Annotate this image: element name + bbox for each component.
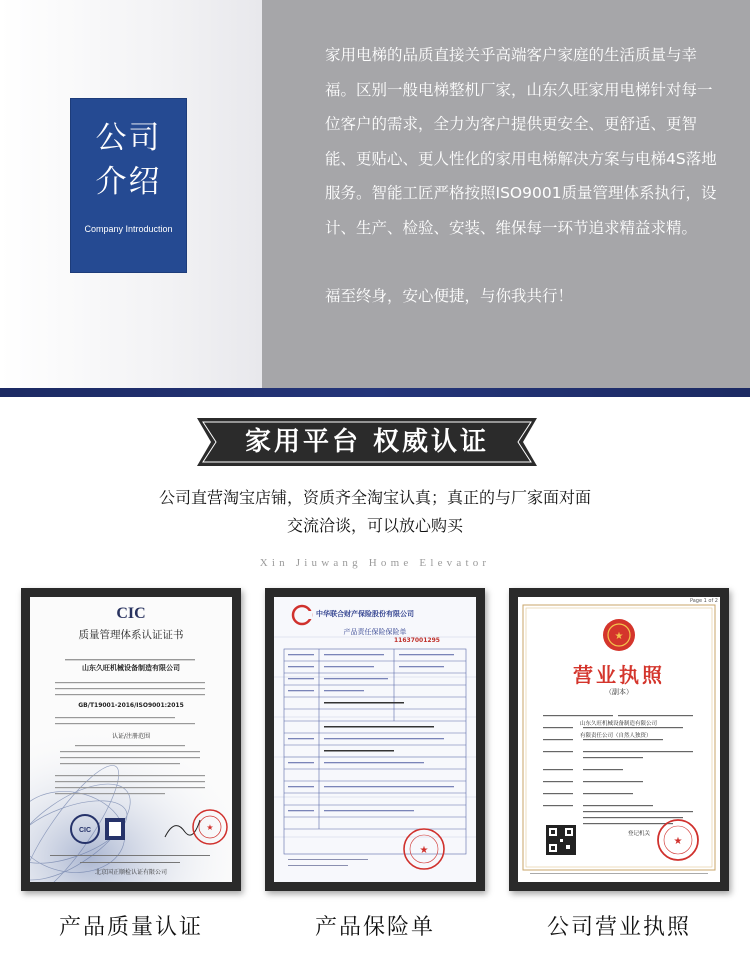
license-page-label: Page 1 of 2 xyxy=(689,598,718,604)
svg-text:★: ★ xyxy=(206,823,214,832)
insurance-policy-image xyxy=(265,588,485,891)
badge-title-line1: 公司 xyxy=(95,120,162,156)
company-intro-section xyxy=(0,0,750,388)
license-company-type: 有限责任公司（自然人独资） xyxy=(580,733,652,739)
business-license-image xyxy=(509,588,729,891)
insurer-name: 中华联合财产保险股份有限公司 xyxy=(316,610,414,618)
badge-title-line2: 介绍 xyxy=(95,164,162,200)
quality-cert-issuer: 北京国正顺检认证有限公司 xyxy=(94,869,167,876)
badge-subtitle: Company Introduction xyxy=(84,224,173,234)
badge-title xyxy=(70,116,187,204)
quality-cert-title: 质量管理体系认证证书 xyxy=(78,629,184,641)
quality-cert-company: 山东久旺机械设备制造有限公司 xyxy=(82,664,180,672)
policy-title: 产品责任保险保险单 xyxy=(343,628,407,636)
divider-band xyxy=(0,388,750,397)
intro-paragraph: 家用电梯的品质直接关乎高端客户家庭的生活质量与幸福。区别一般电梯整机厂家，山东久旺家用电梯针对每一位客户的需求，全力为客户提供更安全、更舒适、更智能、更贴心、更人性化的家用电梯解决方案与电梯4S落地服务。智能工匠严格按照ISO9001质量管理体系执行，设计、生产、检验、安装、维保每一环节追求精益求精。 xyxy=(325,46,717,237)
section-title: 家用平台 权威认证 xyxy=(244,427,490,457)
quality-cert-scope: 认证/注册范围 xyxy=(111,733,151,740)
license-subtitle: （副本） xyxy=(605,688,633,696)
cic-logo: CIC xyxy=(116,605,146,622)
svg-text:CIC: CIC xyxy=(78,827,92,834)
intro-text xyxy=(325,38,725,314)
svg-text:★: ★ xyxy=(419,845,429,856)
caption-business-license: 公司营业执照 xyxy=(546,915,691,940)
license-authority: 登记机关 xyxy=(628,831,651,837)
section-subtitle-line2: 交流洽谈，可以放心购买 xyxy=(286,516,463,535)
quality-cert-standard: GB/T19001-2016/ISO9001:2015 xyxy=(78,702,184,709)
section-title-ribbon xyxy=(197,418,537,466)
policy-number: 11637001295 xyxy=(394,637,440,644)
section-subtitle xyxy=(0,484,750,540)
svg-text:★: ★ xyxy=(673,836,683,847)
intro-text-panel xyxy=(262,0,750,388)
company-intro-badge xyxy=(70,98,187,273)
quality-certificate-image xyxy=(21,588,241,891)
intro-left-panel xyxy=(0,0,262,388)
brand-tagline: Xin Jiuwang Home Elevator xyxy=(259,557,491,569)
license-title: 营业执照 xyxy=(573,663,665,687)
license-company: 山东久旺机械设备制造有限公司 xyxy=(580,721,658,727)
svg-text:★: ★ xyxy=(614,631,624,642)
section-subtitle-line1: 公司直营淘宝店铺，资质齐全淘宝认真；真正的与厂家面对面 xyxy=(158,488,591,507)
caption-insurance-policy: 产品保险单 xyxy=(314,915,435,940)
intro-slogan: 福至终身，安心便捷，与你我共行！ xyxy=(325,287,574,305)
caption-quality-certificate: 产品质量认证 xyxy=(58,915,203,940)
